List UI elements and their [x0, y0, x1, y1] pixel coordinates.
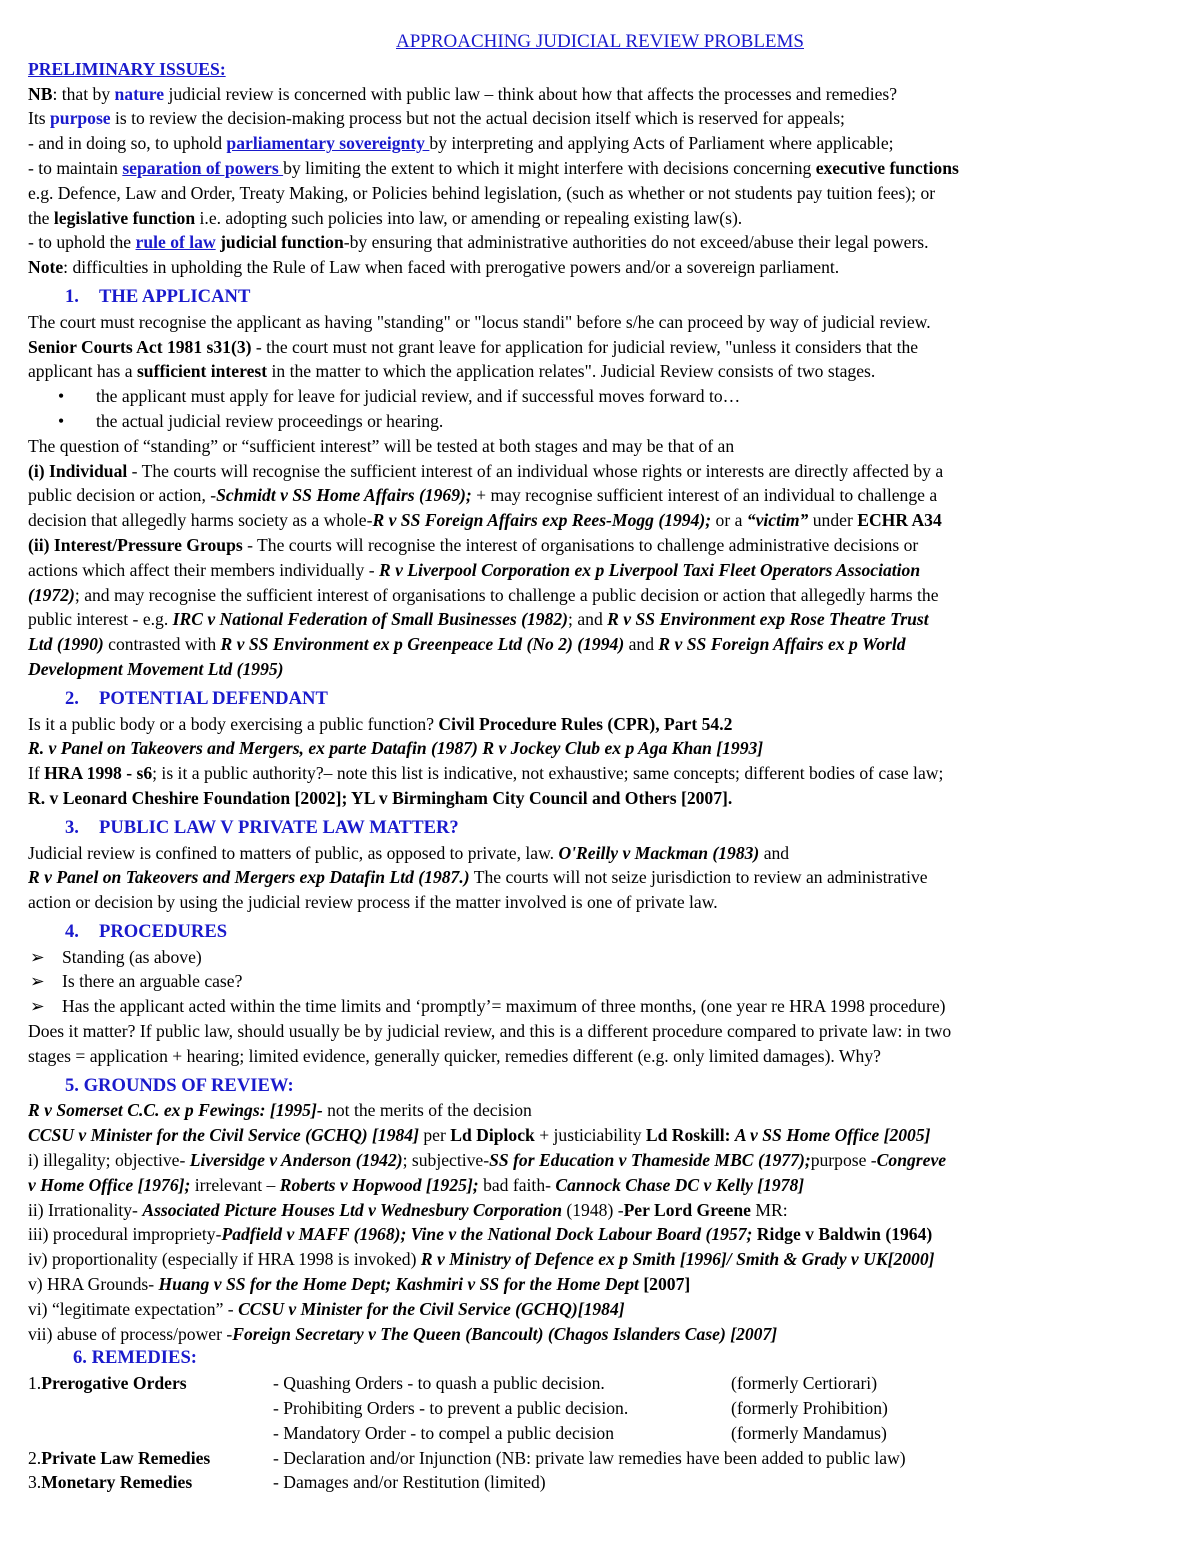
- section-2-heading: 2. POTENTIAL DEFENDANT: [65, 687, 328, 709]
- remedy-category: [28, 1396, 273, 1421]
- s2-line-4: R. v Leonard Cheshire Foundation [2002]; YL v Birmingham City Council and Others [2007].: [28, 787, 733, 808]
- remedy-description: - Prohibiting Orders - to prevent a public decision.: [273, 1398, 629, 1419]
- s1-line-13: Development Movement Ltd (1995): [28, 658, 284, 679]
- remedy-description: - Quashing Orders - to quash a public decision.: [273, 1373, 605, 1394]
- remedies-table: [28, 1371, 1172, 1495]
- s5-line-6: iii) procedural impropriety-Padfield v MAFF (1968); Vine v the National Dock Labour Board (1957; Ridge v Baldwin (1964): [28, 1224, 933, 1245]
- remedy-category: [28, 1421, 273, 1446]
- nature-keyword: nature: [114, 83, 165, 104]
- prelim-line-2: Its purpose is to review the decision-making process but not the actual decision itself which is reserved for appeals;: [28, 108, 845, 129]
- s5-line-2: CCSU v Minister for the Civil Service (GCHQ) [1984] per Ld Diplock + justiciability Ld Roskill: A v SS Home Office [2005]: [28, 1125, 931, 1146]
- rule-of-law-link[interactable]: rule of law: [135, 232, 216, 253]
- purpose-keyword: purpose: [50, 108, 111, 129]
- s1-line-2: Senior Courts Act 1981 s31(3) - the court must not grant leave for application for judicial review, "unless it considers that the: [28, 336, 919, 357]
- remedy-row: [28, 1396, 1172, 1421]
- section-3-heading: 3. PUBLIC LAW V PRIVATE LAW MATTER?: [65, 816, 459, 838]
- s4-line-2: stages = application + hearing; limited evidence, generally quicker, remedies different (e.g. only limited damages). Why?: [28, 1045, 881, 1066]
- s2-line-2: R. v Panel on Takeovers and Mergers, ex parte Datafin (1987) R v Jockey Club ex p Aga Khan [1993]: [28, 738, 764, 759]
- parliamentary-sovereignty-link[interactable]: parliamentary sovereignty: [226, 133, 430, 154]
- remedy-former-name: (formerly Certiorari): [731, 1373, 878, 1394]
- s4-line-1: Does it matter? If public law, should usually be by judicial review, and this is a different procedure compared to private law: in two: [28, 1021, 952, 1042]
- remedy-row: [28, 1421, 1172, 1446]
- bullet-item: • the applicant must apply for leave for judicial review, and if successful moves forward to…: [28, 384, 1172, 409]
- section-6-heading: 6. REMEDIES:: [73, 1347, 197, 1369]
- s5-line-3: i) illegality; objective- Liversidge v Anderson (1942); subjective-SS for Education v Thameside MBC (1977);purpose -Congreve: [28, 1150, 947, 1171]
- note-label: Note: [28, 257, 64, 278]
- arrow-icon: ➢: [30, 946, 45, 967]
- separation-of-powers-link[interactable]: separation of powers: [122, 157, 284, 178]
- list-item: ➢ Has the applicant acted within the time limits and ‘promptly’= maximum of three months, (one year re HRA 1998 procedure): [28, 994, 1172, 1019]
- s5-line-7: iv) proportionality (especially if HRA 1998 is invoked) R v Ministry of Defence ex p Smith [1996]/ Smith & Grady v UK[2000]: [28, 1249, 935, 1270]
- prelim-line-3: - and in doing so, to uphold parliamentary sovereignty by interpreting and applying Acts of Parliament where applicable;: [28, 133, 894, 154]
- s2-line-3: If HRA 1998 - s6; is it a public authority?– note this list is indicative, not exhaustive; same concepts; different bodies of case law;: [28, 763, 944, 784]
- bullet-icon: •: [58, 410, 65, 431]
- prelim-line-4: - to maintain separation of powers by limiting the extent to which it might interfere with decisions concerning executive functions: [28, 157, 959, 178]
- s1-line-3: applicant has a sufficient interest in the matter to which the application relates". Judicial Review consists of two stages.: [28, 361, 876, 382]
- s5-line-5: ii) Irrationality- Associated Picture Houses Ltd v Wednesbury Corporation (1948) -Per Lord Greene MR:: [28, 1199, 788, 1220]
- s2-line-1: Is it a public body or a body exercising a public function? Civil Procedure Rules (CPR), Part 54.2: [28, 713, 733, 734]
- preliminary-heading: PRELIMINARY ISSUES:: [28, 58, 226, 79]
- prelim-line-6: the legislative function i.e. adopting such policies into law, or amending or repealing existing law(s).: [28, 207, 743, 228]
- remedy-category: 2.Private Law Remedies: [28, 1447, 211, 1468]
- list-item: ➢ Standing (as above): [28, 945, 1172, 970]
- remedy-former-name: (formerly Mandamus): [731, 1422, 887, 1443]
- s1-line-11: public interest - e.g. IRC v National Federation of Small Businesses (1982); and R v SS Environment exp Rose Theatre Trust: [28, 609, 929, 630]
- s1-line-6: public decision or action, -Schmidt v SS Home Affairs (1969); + may recognise sufficient interest of an individual to challenge a: [28, 485, 938, 506]
- arrow-icon: ➢: [30, 996, 45, 1017]
- section-1-heading: 1. THE APPLICANT: [65, 285, 251, 307]
- remedy-row: [28, 1470, 1172, 1495]
- remedy-description: - Declaration and/or Injunction (NB: private law remedies have been added to public law): [273, 1447, 906, 1468]
- s3-line-3: action or decision by using the judicial review process if the matter involved is one of private law.: [28, 892, 718, 913]
- s5-line-8: v) HRA Grounds- Huang v SS for the Home Dept; Kashmiri v SS for the Home Dept [2007]: [28, 1274, 691, 1295]
- prelim-line-1: NB: that by nature judicial review is concerned with public law – think about how that affects the processes and remedies?: [28, 83, 898, 104]
- prelim-line-7: - to uphold the rule of law judicial function-by ensuring that administrative authorities do not exceed/abuse their legal powers.: [28, 232, 929, 253]
- s1-line-1: The court must recognise the applicant as having "standing" or "locus standi" before s/he can proceed by way of judicial review.: [28, 311, 931, 332]
- section-5-heading: 5. GROUNDS OF REVIEW:: [65, 1074, 294, 1096]
- remedy-description: - Mandatory Order - to compel a public decision: [273, 1422, 615, 1443]
- remedy-former-name: (formerly Prohibition): [731, 1398, 888, 1419]
- bullet-icon: •: [58, 386, 65, 407]
- remedy-row: [28, 1371, 1172, 1396]
- document-title: APPROACHING JUDICIAL REVIEW PROBLEMS: [396, 31, 804, 52]
- s3-line-2: R v Panel on Takeovers and Mergers exp Datafin Ltd (1987.) The courts will not seize jurisdiction to review an administrative: [28, 867, 928, 888]
- s1-line-10: (1972); and may recognise the sufficient interest of organisations to challenge a public decision or action that allegedly harms the: [28, 584, 939, 605]
- s5-line-9: vi) “legitimate expectation” - CCSU v Minister for the Civil Service (GCHQ)[1984]: [28, 1298, 625, 1319]
- prelim-line-8: Note: difficulties in upholding the Rule of Law when faced with prerogative powers and/or a sovereign parliament.: [28, 257, 840, 278]
- s1-line-4: The question of “standing” or “sufficient interest” will be tested at both stages and may be that of an: [28, 435, 735, 456]
- remedy-row: [28, 1446, 1172, 1471]
- s1-line-9: actions which affect their members individually - R v Liverpool Corporation ex p Liverpool Taxi Fleet Operators Association: [28, 559, 921, 580]
- remedy-category: 3.Monetary Remedies: [28, 1472, 193, 1493]
- s3-line-1: Judicial review is confined to matters of public, as opposed to private, law. O'Reilly v Mackman (1983) and: [28, 842, 790, 863]
- s1-line-7: decision that allegedly harms society as a whole-R v SS Foreign Affairs exp Rees-Mogg (1994); or a “victim” under ECHR A34: [28, 510, 942, 531]
- remedy-description: - Damages and/or Restitution (limited): [273, 1472, 546, 1493]
- s5-line-10: vii) abuse of process/power -Foreign Secretary v The Queen (Bancoult) (Chagos Islanders Case) [2007]: [28, 1323, 778, 1344]
- bullet-item: • the actual judicial review proceedings or hearing.: [28, 409, 1172, 434]
- s1-line-5: (i) Individual - The courts will recognise the sufficient interest of an individual whose rights or interests are directly affected by a: [28, 460, 944, 481]
- list-item: ➢ Is there an arguable case?: [28, 969, 1172, 994]
- s1-line-12: Ltd (1990) contrasted with R v SS Environment ex p Greenpeace Ltd (No 2) (1994) and R v SS Foreign Affairs ex p World: [28, 634, 906, 655]
- s5-line-4: v Home Office [1976]; irrelevant – Roberts v Hopwood [1925]; bad faith- Cannock Chase DC v Kelly [1978]: [28, 1174, 805, 1195]
- section-4-heading: 4. PROCEDURES: [65, 920, 228, 942]
- arrow-icon: ➢: [30, 971, 45, 992]
- s5-line-1: R v Somerset C.C. ex p Fewings: [1995]- not the merits of the decision: [28, 1100, 532, 1121]
- prelim-line-5: e.g. Defence, Law and Order, Treaty Making, or Policies behind legislation, (such as whether or not students pay tuition fees); or: [28, 182, 936, 203]
- s1-line-8: (ii) Interest/Pressure Groups - The courts will recognise the interest of organisations to challenge administrative decisions or: [28, 534, 919, 555]
- nb-label: NB: [28, 83, 53, 104]
- remedy-category: 1.Prerogative Orders: [28, 1373, 187, 1394]
